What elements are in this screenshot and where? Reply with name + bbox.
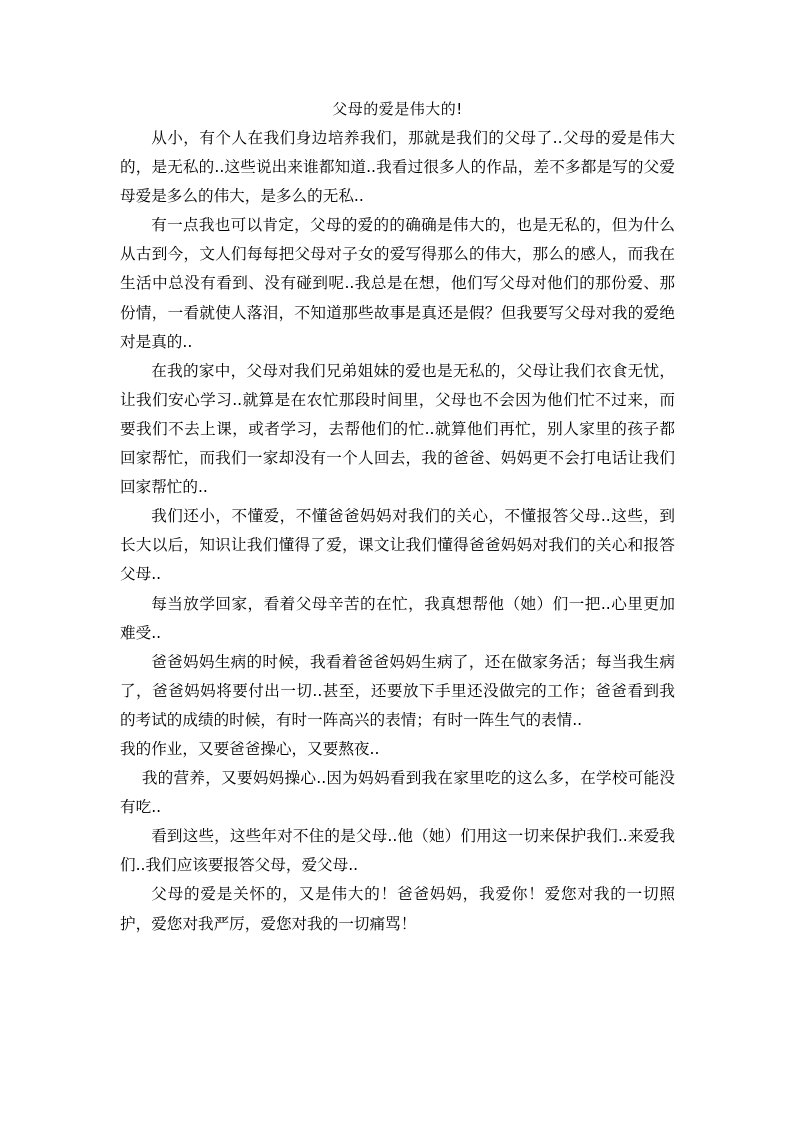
paragraph-5: 每当放学回家，看着父母辛苦的在忙，我真想帮他（她）们一把..心里更加难受.. (120, 594, 675, 642)
paragraph-9: 看到这些，这些年对不住的是父母..他（她）们用这一切来保护我们..来爱我们..我们应该要报答父母，爱父母.. (120, 827, 675, 875)
paragraph-7: 我的作业，又要爸爸操心，又要熬夜.. (120, 739, 380, 758)
document-title: 父母的爱是伟大的! (332, 100, 463, 118)
paragraph-2: 有一点我也可以肯定，父母的爱的的确确是伟大的，也是无私的，但为什么从古到今，文人们每每把父母对子女的爱写得那么的伟大，那么的感人，而我在生活中总没有看到、没有碰到呢..我总是在想，他们写父母对他们的那份爱、那份情，一看就使人落泪，不知道那些故事是真还是假？但我要写父母对我的爱绝对是真的.. (120, 216, 675, 351)
document-page (120, 98, 675, 939)
paragraph-1: 从小，有个人在我们身边培养我们，那就是我们的父母了..父母的爱是伟大的，是无私的..这些说出来谁都知道..我看过很多人的作品，差不多都是写的父爱母爱是多么的伟大，是多么的无私.. (120, 129, 675, 206)
paragraph-3: 在我的家中，父母对我们兄弟姐妹的爱也是无私的，父母让我们衣食无忧，让我们安心学习..就算是在农忙那段时间里，父母也不会因为他们忙不过来，而要我们不去上课，或者学习，去帮他们的忙..就算他们再忙，别人家里的孩子都回家帮忙，而我们一家却没有一个人回去，我的爸爸、妈妈更不会打电话让我们回家帮忙的.. (120, 361, 675, 497)
paragraph-10: 父母的爱是关怀的，又是伟大的！爸爸妈妈，我爱你！爱您对我的一切照护，爱您对我严厉，爱您对我的一切痛骂！ (120, 885, 675, 933)
paragraph-4: 我们还小，不懂爱，不懂爸爸妈妈对我们的关心，不懂报答父母..这些，到长大以后，知识让我们懂得了爱，课文让我们懂得爸爸妈妈对我们的关心和报答父母.. (120, 507, 675, 584)
paragraph-8: 我的营养，又要妈妈操心..因为妈妈看到我在家里吃的这么多，在学校可能没有吃.. (120, 769, 675, 817)
paragraph-6: 爸爸妈妈生病的时候，我看着爸爸妈妈生病了，还在做家务活；每当我生病了，爸爸妈妈将要付出一切..甚至，还要放下手里还没做完的工作；爸爸看到我的考试的成绩的时候，有时一阵高兴的表情；有时一阵生气的表情.. (120, 652, 675, 729)
